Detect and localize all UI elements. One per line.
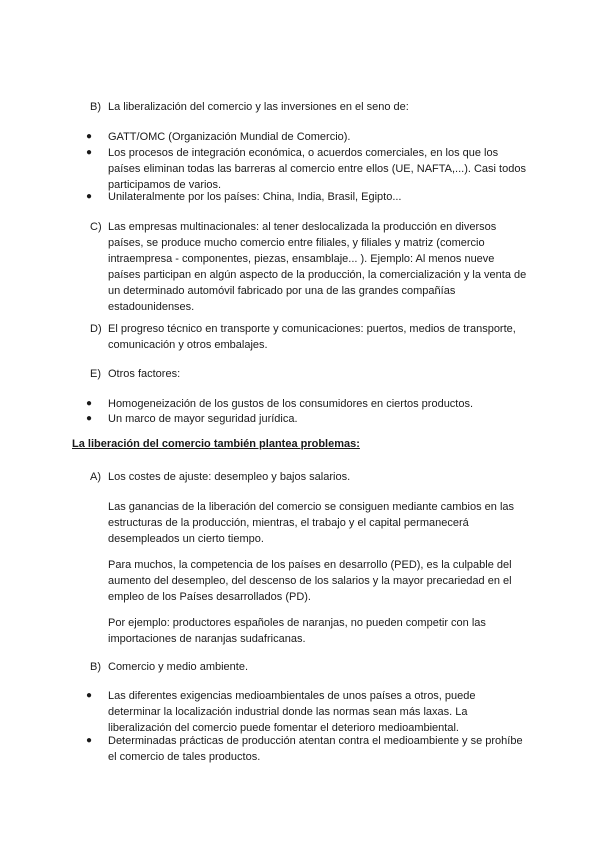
paragraph-text: Para muchos, la competencia de los países en desarrollo (PED), es la culpable del aumento del desempleo, del descenso de los salarios y la mayor precariedad en el empleo de los Países desarrollados (PD). (108, 559, 512, 603)
bullet-icon: ● (86, 147, 93, 158)
section-c-text: Las empresas multinacionales: al tener deslocalizada la producción en diversos países, se produce mucho comercio entre filiales, y filiales y matriz (comercio intraempresa - componentes, piezas, ensamblaje... ). Ejemplo: Al menos nueve países participan en algún aspecto de la producción, la comercialización y la venta de un determinado automóvil fabricado por una de las grandes compañías estadounidenses. (108, 221, 527, 313)
section-e-marker: E) (90, 368, 101, 380)
paragraph-text: Las ganancias de la liberación del comercio se consiguen mediante cambios en las estructuras de la producción, mientras, el trabajo y el capital permanecerá desempleados un cierto tiempo. (108, 501, 515, 545)
problem-a-marker: A) (90, 471, 101, 483)
list-item-text: Unilateralmente por los países: China, India, Brasil, Egipto... (108, 191, 402, 203)
bullet-icon: ● (86, 690, 93, 701)
section-c-marker: C) (90, 221, 102, 233)
bullet-icon: ● (86, 735, 93, 746)
paragraph-text: Por ejemplo: productores españoles de naranjas, no pueden competir con las importaciones de naranjas sudafricanas. (108, 617, 486, 645)
list-item-text: Un marco de mayor seguridad jurídica. (108, 413, 298, 425)
problem-a-text: Los costes de ajuste: desempleo y bajos salarios. (108, 471, 351, 483)
bullet-icon: ● (86, 191, 93, 202)
list-item-text: Los procesos de integración económica, o acuerdos comerciales, en los que los países eliminan todas las barreras al comercio entre ellos (UE, NAFTA,...). Casi todos participamos de varios. (108, 147, 526, 191)
section-e-text: Otros factores: (108, 368, 181, 380)
problem-b-marker: B) (90, 661, 101, 673)
bullet-icon: ● (86, 413, 93, 424)
section-b-text: La liberalización del comercio y las inversiones en el seno de: (108, 101, 409, 113)
section-b-marker: B) (90, 101, 101, 113)
section-d-marker: D) (90, 323, 102, 335)
list-item-text: Las diferentes exigencias medioambientales de unos países a otros, puede determinar la localización industrial donde las normas sean más laxas. La liberalización del comercio puede fomentar el deterioro medioambiental. (108, 690, 476, 734)
list-item-text: Determinadas prácticas de producción atentan contra el medioambiente y se prohíbe el comercio de tales productos. (108, 735, 523, 763)
list-item-text: GATT/OMC (Organización Mundial de Comercio). (108, 131, 351, 143)
section-heading: La liberación del comercio también plantea problemas: (72, 438, 360, 450)
bullet-icon: ● (86, 131, 93, 142)
list-item-text: Homogeneización de los gustos de los consumidores en ciertos productos. (108, 398, 474, 410)
problem-b-text: Comercio y medio ambiente. (108, 661, 249, 673)
bullet-icon: ● (86, 398, 93, 409)
section-d-text: El progreso técnico en transporte y comunicaciones: puertos, medios de transporte, comunicación y otros embalajes. (108, 323, 516, 351)
